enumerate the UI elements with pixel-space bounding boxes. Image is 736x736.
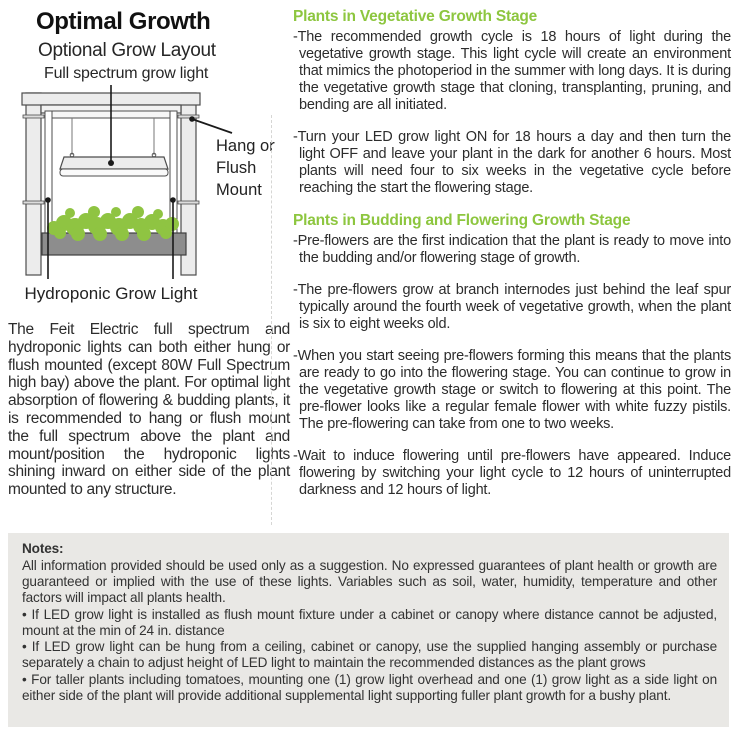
full-spectrum-label: Full spectrum grow light bbox=[44, 65, 209, 82]
paragraph: -Pre-flowers are the first indication that the plant is ready to move into the budding and/or flowering stage of growth. bbox=[293, 233, 731, 266]
notes-intro: All information provided should be used only as a suggestion. No expressed guarantees of plant health or growth are guaranteed or implied with the use of these lights. Variables such as soil, water, humidity, temperature and other factors will impact all plants health. bbox=[22, 557, 717, 605]
section-flowering bbox=[293, 212, 731, 499]
paragraph: -The pre-flowers grow at branch internodes just behind the leaf spur typically around the fourth week of vegetative growth, when the plant is six to eight weeks old. bbox=[293, 282, 731, 332]
section-vegetative bbox=[293, 8, 731, 197]
paragraph: -When you start seeing pre-flowers forming this means that the plants are ready to go into the flowering stage. You can continue to grow in the vegetative growth stage or switch to flowering at this point. The pre-flower looks like a regular female flower with white fuzzy pistils. The pre-flowering can take from one to two weeks. bbox=[293, 348, 731, 432]
section-heading-flowering: Plants in Budding and Flowering Growth Stage bbox=[293, 212, 631, 229]
hang-label-line2: Flush bbox=[216, 159, 257, 177]
paragraph: -Turn your LED grow light ON for 18 hours a day and then turn the light OFF and leave your plant in the dark for another 6 hours. Most plants will need four to six weeks in the vegetative cycle before reaching the start the flowering stage. bbox=[293, 129, 731, 196]
page-title: Optimal Growth bbox=[36, 8, 211, 35]
full-spectrum-light-fixture bbox=[60, 118, 168, 176]
left-column bbox=[8, 6, 290, 499]
intro-paragraph: The Feit Electric full spectrum and hydroponic lights can both either hung or flush mounted (except 80W Full Spectrum high bay) above the plant. For optimal light absorption of flowering & budding plants, it is recommended to hang or flush mount the full spectrum above the plant and mount/position the hydroponic lights shining inward on either side of the plant mounted to any structure. bbox=[8, 321, 290, 499]
notes-panel bbox=[8, 533, 729, 727]
right-column bbox=[293, 8, 731, 514]
hydroponic-label: Hydroponic Grow Light bbox=[24, 284, 198, 303]
paragraph: -The recommended growth cycle is 18 hours of light during the vegetative growth stage. This light cycle will create an environment that mimics the photoperiod in the summer with long days. It is during the vegetative growth stage that cloning, transplanting, pruning, and bending are all initiated. bbox=[293, 29, 731, 113]
section-heading-vegetative: Plants in Vegetative Growth Stage bbox=[293, 8, 538, 25]
notes-bullet: • If LED grow light is installed as flush mount fixture under a cabinet or canopy where distance cannot be adjusted, mount at the min of 24 in. distance bbox=[22, 606, 717, 638]
page-subtitle: Optional Grow Layout bbox=[38, 40, 216, 61]
hang-label-line3: Mount bbox=[216, 181, 262, 199]
notes-bullet: • For taller plants including tomatoes, mounting one (1) grow light overhead and one (1) grow light as a side light on either side of the plant will provide additional supplemental light supporting fuller plant growth for a bushy plant. bbox=[22, 672, 717, 704]
hang-label-line1: Hang or bbox=[216, 137, 275, 155]
grow-layout-diagram bbox=[8, 85, 290, 307]
column-divider bbox=[271, 115, 272, 525]
notes-heading: Notes: bbox=[22, 541, 64, 556]
paragraph: -Wait to induce flowering until pre-flowers have appeared. Induce flowering by switching your light cycle to 12 hours of uninterrupted darkness and 12 hours of light. bbox=[293, 448, 731, 498]
hang-flush-mount-callout bbox=[189, 116, 275, 199]
notes-bullet: • If LED grow light can be hung from a ceiling, cabinet or canopy, use the supplied hanging assembly or purchase separately a chain to adjust height of LED light to maintain the recommended distances as the plant grows bbox=[22, 639, 717, 671]
